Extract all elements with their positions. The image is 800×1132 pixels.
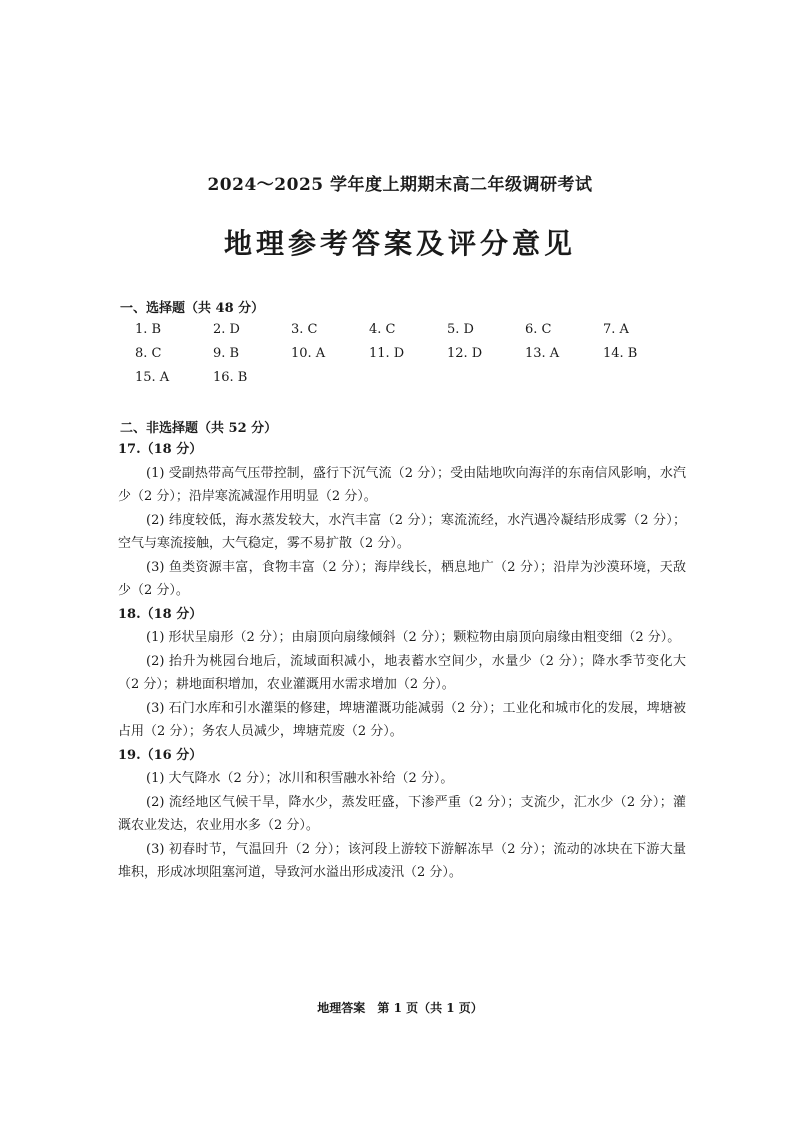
answer-item: 13. A — [525, 346, 560, 361]
answer-item: 7. A — [603, 322, 629, 337]
question-18 — [118, 603, 686, 744]
section2-heading: 二、非选择题（共 52 分） — [120, 421, 278, 436]
answer-item: 9. B — [213, 346, 240, 361]
section2-content — [118, 438, 686, 885]
answer-item: 12. D — [447, 346, 483, 361]
answer-row — [135, 346, 695, 370]
answer-item: 10. A — [291, 346, 326, 361]
answer-row — [135, 370, 695, 394]
page-footer — [0, 999, 800, 1016]
answer-item: 15. A — [135, 370, 170, 385]
footer-subject: 地理答案 — [317, 1001, 366, 1015]
answer-item: 6. C — [525, 322, 552, 337]
section1-heading: 一、选择题（共 48 分） — [120, 301, 265, 316]
exam-subtitle: 2024～2025 学年度上期期末高二年级调研考试 — [207, 175, 593, 195]
answer-item: 4. C — [369, 322, 396, 337]
answer-paragraph: (1) 大气降水（2 分）；冰川和积雪融水补给（2 分）。 — [146, 771, 454, 786]
answer-item: 14. B — [603, 346, 638, 361]
question-heading: 18.（18 分） — [118, 606, 203, 622]
question-heading: 19.（16 分） — [118, 747, 203, 763]
answer-row — [135, 322, 695, 346]
answer-paragraph: (1) 形状呈扇形（2 分）；由扇顶向扇缘倾斜（2 分）；颗粒物由扇顶向扇缘由粗变细（2 分）。 — [146, 630, 681, 645]
footer-page-number: 第 1 页（共 1 页） — [377, 1001, 483, 1015]
answer-paragraph: (1) 受副热带高气压带控制，盛行下沉气流（2 分）；受由陆地吹向海洋的东南信风影响，水汽少（2 分）；沿岸寒流减湿作用明显（2 分）。 — [118, 465, 686, 504]
question-17 — [118, 438, 686, 603]
answer-paragraph: (2) 流经地区气候干旱，降水少，蒸发旺盛，下渗严重（2 分）；支流少，汇水少（2 分）；灌溉农业发达，农业用水多（2 分）。 — [118, 794, 686, 833]
answer-paragraph: (3) 石门水库和引水灌渠的修建，埤塘灌溉功能减弱（2 分）；工业化和城市化的发展，埤塘被占用（2 分）；务农人员减少，埤塘荒废（2 分）。 — [118, 700, 686, 739]
answer-paragraph: (2) 纬度较低，海水蒸发较大，水汽丰富（2 分）；寒流流经，水汽遇冷凝结形成雾（2 分）；空气与寒流接触，大气稳定，雾不易扩散（2 分）。 — [118, 512, 686, 551]
answer-item: 2. D — [213, 322, 240, 337]
question-heading: 17.（18 分） — [118, 442, 203, 457]
answer-item: 16. B — [213, 370, 248, 385]
page-title: 地理参考答案及评分意见 — [223, 227, 576, 260]
answer-item: 1. B — [135, 322, 162, 337]
answer-item: 8. C — [135, 346, 162, 361]
answer-paragraph: (3) 鱼类资源丰富，食物丰富（2 分）；海岸线长，栖息地广（2 分）；沿岸为沙漠环境，天敌少（2 分）。 — [118, 559, 686, 598]
question-19 — [118, 744, 686, 885]
answer-paragraph: (2) 抬升为桃园台地后，流域面积减小，地表蓄水空间少，水量少（2 分）；降水季节变化大（2 分）；耕地面积增加，农业灌溉用水需求增加（2 分）。 — [118, 653, 686, 692]
answer-paragraph: (3) 初春时节，气温回升（2 分）；该河段上游较下游解冻早（2 分）；流动的冰块在下游大量堆积，形成冰坝阻塞河道，导致河水溢出形成凌汛（2 分）。 — [118, 841, 686, 880]
choice-answers-grid — [135, 322, 695, 394]
answer-item: 5. D — [447, 322, 474, 337]
answer-item: 3. C — [291, 322, 318, 337]
answer-item: 11. D — [369, 346, 405, 361]
